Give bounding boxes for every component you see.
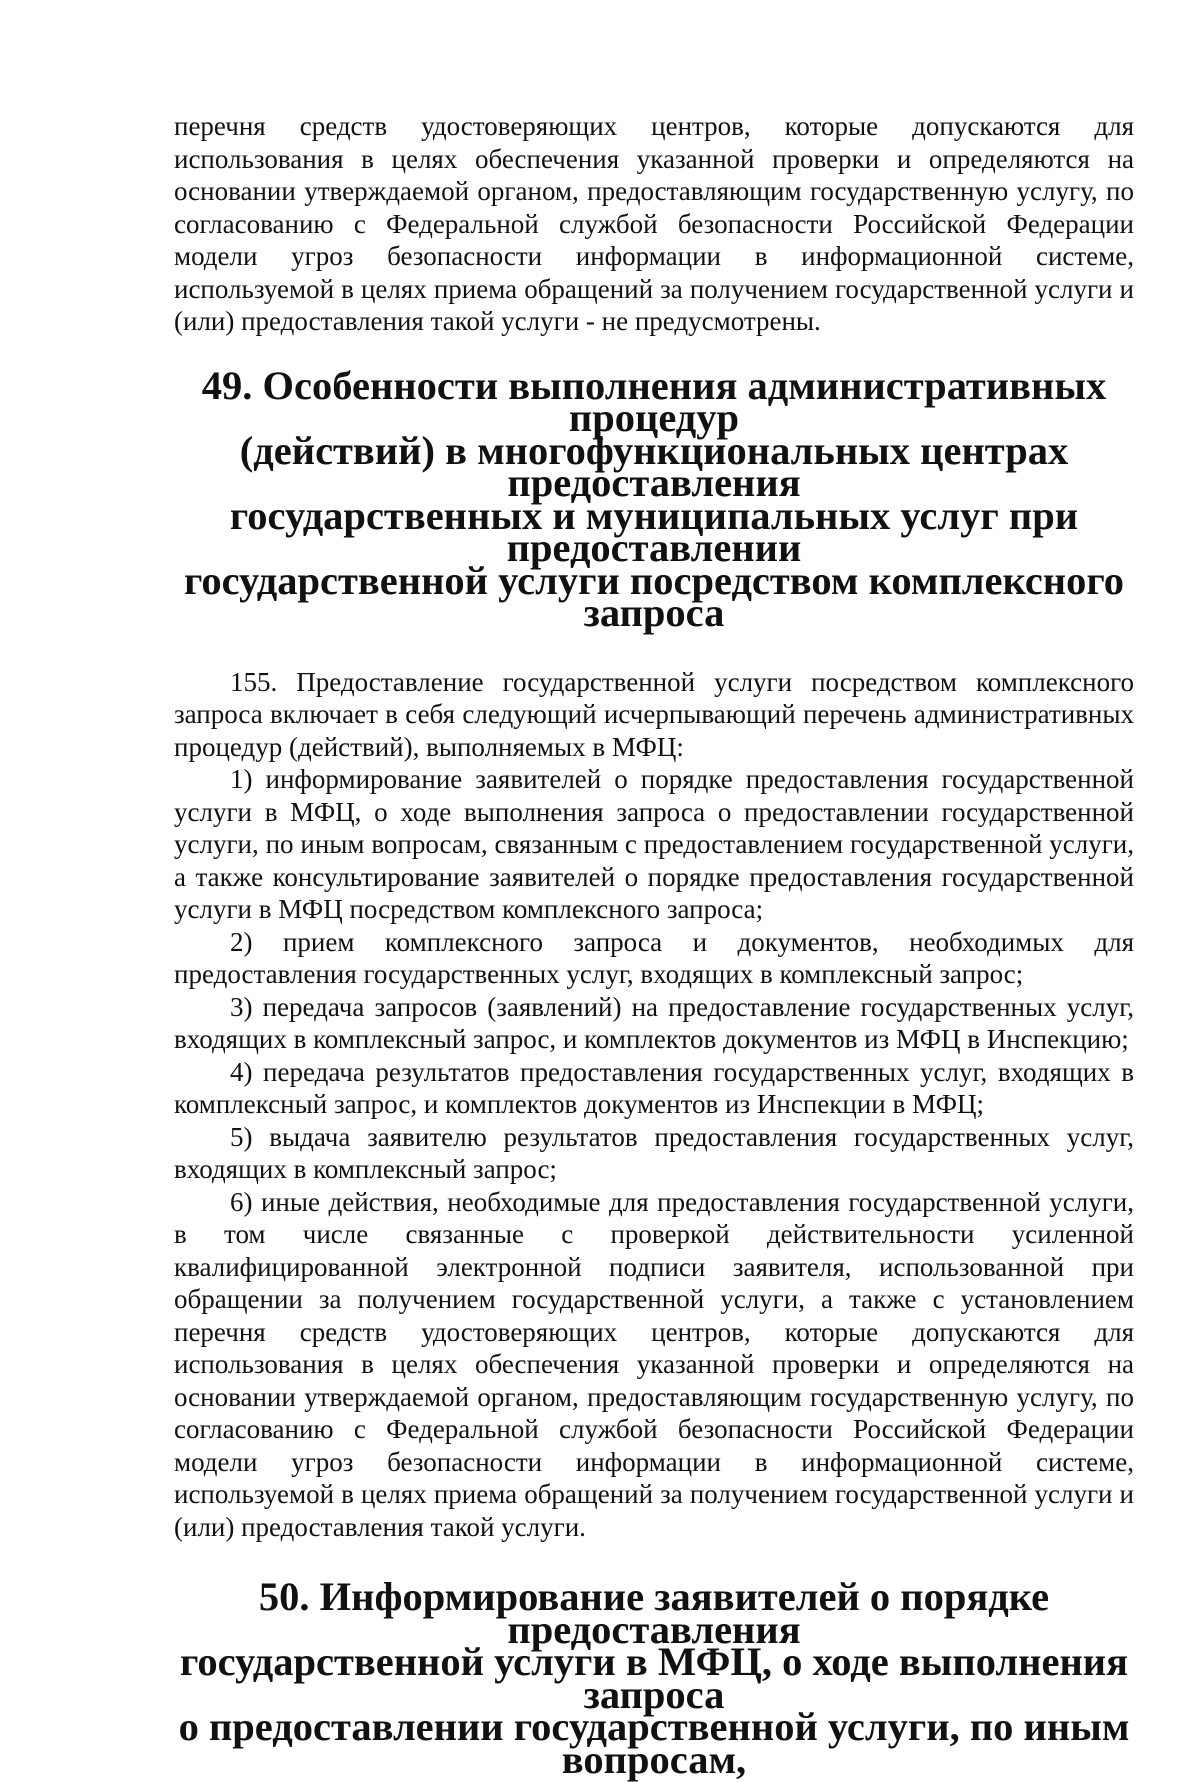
- paragraph-155: 155. Предоставление государственной услуги посредством комплексного запроса включает в себя следующий исчерпывающий перечень административных процедур (действий), выполняемых в МФЦ:: [174, 666, 1134, 762]
- heading-line: о предоставлении государственной услуги, по иным вопросам,: [178, 1704, 1130, 1782]
- document-page: [174, 110, 1134, 1782]
- heading-line: государственных и муниципальных услуг при предоставлении: [229, 492, 1079, 570]
- heading-line: 50. Информирование заявителей о порядке предоставления: [258, 1574, 1050, 1652]
- list-item-4: 4) передача результатов предоставления государственных услуг, входящих в комплексный запрос, и комплектов документов из Инспекции в МФЦ;: [174, 1056, 1134, 1119]
- list-item-1: 1) информирование заявителей о порядке предоставления государственной услуги в МФЦ, о ходе выполнения запроса о предоставлении государственной услуги, по иным вопросам, связанным с предоставлением государственной услуги, а также консультирование заявителей о порядке предоставления государственной услуги в МФЦ посредством комплексного запроса;: [174, 764, 1134, 924]
- list-item-2: 2) прием комплексного запроса и документов, необходимых для предоставления государственных услуг, входящих в комплексный запрос;: [174, 926, 1134, 989]
- heading-line: 49. Особенности выполнения административных процедур: [201, 362, 1107, 440]
- heading-line: (действий) в многофункциональных центрах предоставления: [239, 427, 1069, 505]
- heading-line: государственной услуги в МФЦ, о ходе выполнения запроса: [179, 1639, 1129, 1717]
- paragraph-continuation: перечня средств удостоверяющих центров, которые допускаются для использования в целях обеспечения указанной проверки и определяются на основании утверждаемой органом, предоставляющим государственную услугу, по согласованию с Федеральной службой безопасности Российской Федерации модели угроз безопасности информации в информационной системе, используемой в целях приема обращений за получением государственной услуги и (или) предоставления такой услуги - не предусмотрены.: [174, 111, 1134, 336]
- list-item-5: 5) выдача заявителю результатов предоставления государственных услуг, входящих в комплексный запрос;: [174, 1121, 1134, 1184]
- section-heading-49: [174, 362, 1134, 635]
- section-heading-50: [174, 1574, 1134, 1782]
- heading-line: государственной услуги посредством комплексного запроса: [183, 557, 1125, 635]
- list-item-6: 6) иные действия, необходимые для предоставления государственной услуги, в том числе связанные с проверкой действительности усиленной квалифицированной электронной подписи заявителя, использованной при обращении за получением государственной услуги, а также с установлением перечня средств удостоверяющих центров, которые допускаются для использования в целях обеспечения указанной проверки и определяются на основании утверждаемой органом, предоставляющим государственную услугу, по согласованию с Федеральной службой безопасности Российской Федерации модели угроз безопасности информации в информационной системе, используемой в целях приема обращений за получением государственной услуги и (или) предоставления такой услуги.: [174, 1186, 1134, 1542]
- list-item-3: 3) передача запросов (заявлений) на предоставление государственных услуг, входящих в комплексный запрос, и комплектов документов из МФЦ в Инспекцию;: [174, 991, 1134, 1054]
